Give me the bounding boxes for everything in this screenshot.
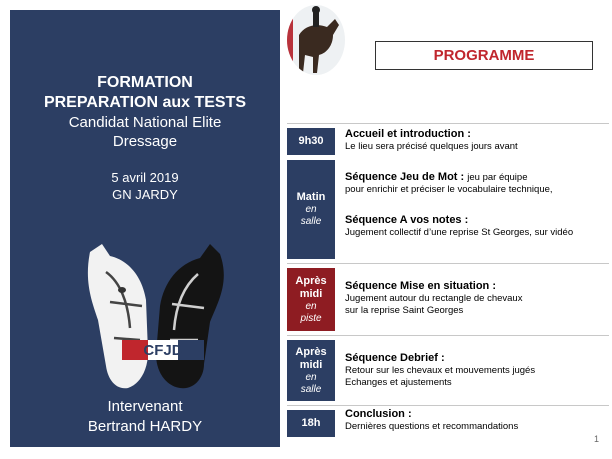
- programme-heading: PROGRAMME: [375, 41, 593, 70]
- time-box-matin: Matin en salle: [287, 160, 335, 259]
- page-number: 1: [594, 434, 600, 444]
- item-debrief: Séquence Debrief : Retour sur les chevaux et mouvements jugés Echanges et ajustements: [345, 352, 536, 388]
- title-line-dressage: Dressage: [112, 133, 178, 150]
- title-line-formation: FORMATION: [97, 74, 193, 91]
- item-jeu-de-mot: Séquence Jeu de Mot : jeu par équipe pour enrichir et préciser le vocabulaire technique,: [345, 171, 553, 195]
- divider: [287, 335, 609, 336]
- title-panel: [10, 10, 280, 447]
- item-mise-en-situation: Séquence Mise en situation : Jugement autour du rectangle de chevaux sur la reprise Saint Georges: [345, 280, 523, 316]
- time-box-apres-midi-piste: Après midi en piste: [287, 268, 335, 331]
- rider-horse-image: [287, 5, 345, 75]
- item-conclusion: Conclusion : Dernières questions et recommandations: [345, 408, 519, 432]
- title-line-candidat: Candidat National Elite: [68, 114, 222, 131]
- item-accueil: Accueil et introduction : Le lieu sera précisé quelques jours avant: [345, 128, 518, 152]
- title-line-preparation: PREPARATION aux TESTS: [43, 94, 247, 111]
- event-date: 5 avril 2019: [111, 170, 179, 185]
- time-box-18h: 18h: [287, 410, 335, 437]
- horses-logo-image: [70, 242, 235, 392]
- event-place: GN JARDY: [112, 187, 178, 202]
- intervenant-name: Bertrand HARDY: [87, 418, 203, 435]
- divider: [287, 263, 609, 264]
- time-box-9h30: 9h30: [287, 128, 335, 155]
- divider: [287, 123, 609, 124]
- item-a-vos-notes: Séquence A vos notes : Jugement collectif d’une reprise St Georges, sur vidéo: [345, 214, 574, 238]
- divider: [287, 405, 609, 406]
- intervenant-label: Intervenant: [107, 398, 183, 415]
- logo-text: CFJD: [143, 342, 183, 359]
- time-box-apres-midi-salle: Après midi en salle: [287, 340, 335, 401]
